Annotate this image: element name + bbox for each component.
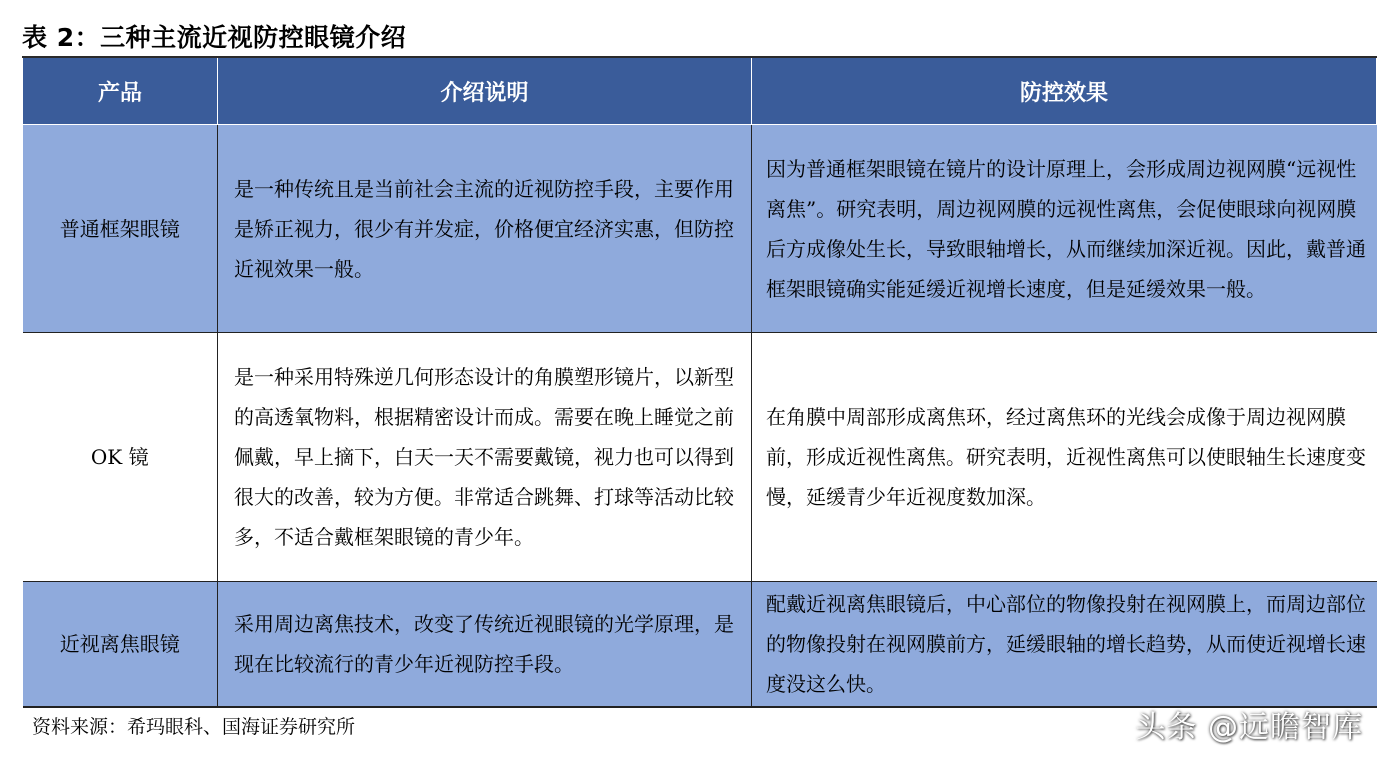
- description-cell: 是一种采用特殊逆几何形态设计的角膜塑形镜片，以新型的高透氧物料，根据精密设计而成。需要在晚上睡觉之前佩戴，早上摘下，白天一天不需要戴镜，视力也可以得到很大的改善，较为方便。非常适合跳舞、打球等活动比较多，不适合戴框架眼镜的青少年。: [218, 333, 752, 582]
- comparison-table: [22, 56, 1377, 708]
- effect-cell: 因为普通框架眼镜在镜片的设计原理上，会形成周边视网膜“远视性离焦”。研究表明，周边视网膜的远视性离焦，会促使眼球向视网膜后方成像处生长，导致眼轴增长，从而继续加深近视。因此，戴普通框架眼镜确实能延缓近视增长速度，但是延缓效果一般。: [752, 125, 1377, 333]
- table-header-row: [23, 57, 1377, 125]
- table-row: [23, 125, 1377, 333]
- table-row: [23, 582, 1377, 708]
- effect-cell: 在角膜中周部形成离焦环，经过离焦环的光线会成像于周边视网膜前，形成近视性离焦。研究表明，近视性离焦可以使眼轴生长速度变慢，延缓青少年近视度数加深。: [752, 333, 1377, 582]
- header-product: 产品: [23, 57, 218, 125]
- effect-cell: 配戴近视离焦眼镜后，中心部位的物像投射在视网膜上，而周边部位的物像投射在视网膜前方，延缓眼轴的增长趋势，从而使近视增长速度没这么快。: [752, 582, 1377, 708]
- header-description: 介绍说明: [218, 57, 752, 125]
- source-note: 资料来源：希玛眼科、国海证券研究所: [32, 716, 356, 738]
- product-cell: OK 镜: [23, 333, 218, 582]
- table-title: 表 2：三种主流近视防控眼镜介绍: [22, 23, 407, 52]
- watermark: 头条 @远瞻智库: [1135, 710, 1363, 745]
- product-cell: 近视离焦眼镜: [23, 582, 218, 708]
- product-cell: 普通框架眼镜: [23, 125, 218, 333]
- header-effect: 防控效果: [752, 57, 1377, 125]
- table-row: [23, 333, 1377, 582]
- table-container: [22, 56, 1376, 708]
- description-cell: 是一种传统且是当前社会主流的近视防控手段，主要作用是矫正视力，很少有并发症，价格便宜经济实惠，但防控近视效果一般。: [218, 125, 752, 333]
- description-cell: 采用周边离焦技术，改变了传统近视眼镜的光学原理，是现在比较流行的青少年近视防控手段。: [218, 582, 752, 708]
